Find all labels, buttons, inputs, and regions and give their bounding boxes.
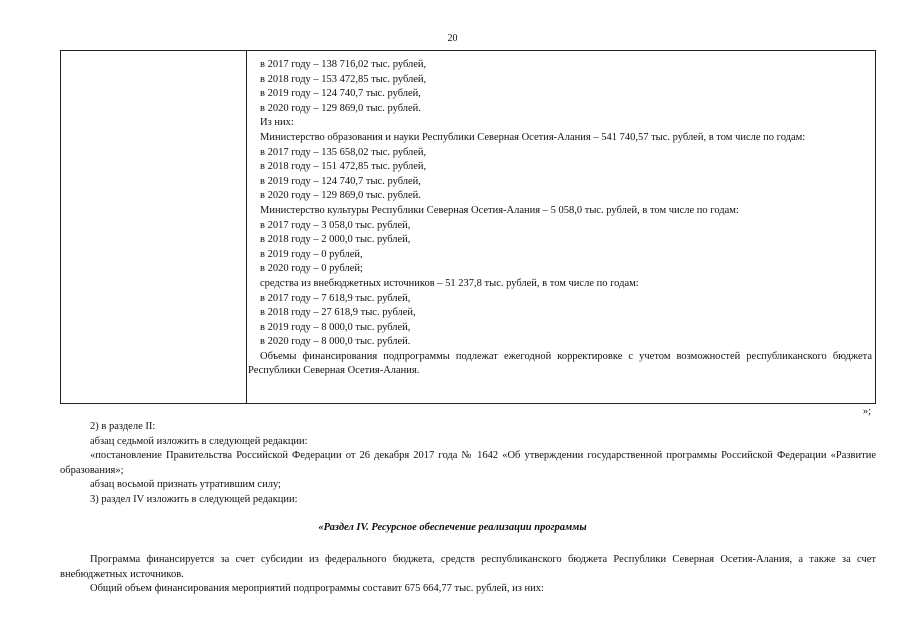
table-line: в 2018 году – 153 472,85 тыс. рублей, — [260, 73, 427, 85]
paragraph: Общий объем финансирования мероприятий подпрограммы составит 675 664,77 тыс. рублей, из них: — [90, 583, 544, 595]
table-line: Министерство культуры Республики Северная Осетия-Алания – 5 058,0 тыс. рублей, в том числе по годам: — [260, 204, 739, 216]
paragraph: 2) в разделе II: — [90, 421, 156, 432]
section-body — [60, 553, 876, 597]
table-line: в 2019 году – 124 740,7 тыс. рублей, — [260, 88, 421, 100]
table-line: Министерство образования и науки Республики Северная Осетия-Алания – 541 740,57 тыс. рублей, в том числе по годам: — [260, 131, 806, 143]
paragraph: 3) раздел IV изложить в следующей редакции: — [90, 493, 298, 505]
table-line: в 2020 году – 8 000,0 тыс. рублей. — [260, 336, 411, 348]
table-line: в 2017 году – 3 058,0 тыс. рублей, — [260, 219, 411, 231]
table-line: в 2019 году – 8 000,0 тыс. рублей, — [260, 321, 411, 333]
table-line: в 2017 году – 7 618,9 тыс. рублей, — [260, 292, 411, 304]
table-line: в 2019 году – 0 рублей, — [260, 248, 363, 260]
table-line: в 2017 году – 138 716,02 тыс. рублей, — [260, 59, 427, 70]
table-line: в 2017 году – 135 658,02 тыс. рублей, — [260, 146, 427, 158]
table-line: Объемы финансирования подпрограммы подлежат ежегодной корректировке с учетом возможностей республиканского бюджета Республики Северная Осетия-Алания. — [248, 350, 872, 377]
table-line: Из них: — [260, 117, 294, 129]
financing-table — [60, 50, 876, 404]
paragraph: Программа финансируется за счет субсидии из федерального бюджета, средств республиканского бюджета Республики Северная Осетия-Алания, а также за счет внебюджетных источников. — [60, 554, 876, 580]
table-line: в 2019 году – 124 740,7 тыс. рублей, — [260, 175, 421, 187]
table-line: в 2020 году – 129 869,0 тыс. рублей. — [260, 190, 421, 202]
table-line: в 2018 году – 151 472,85 тыс. рублей, — [260, 161, 427, 173]
table-line: в 2018 году – 2 000,0 тыс. рублей, — [260, 234, 411, 246]
table-line: средства из внебюджетных источников – 51 237,8 тыс. рублей, в том числе по годам: — [260, 277, 639, 289]
table-line: в 2020 году – 129 869,0 тыс. рублей. — [260, 102, 421, 114]
amendments-block — [60, 420, 876, 508]
table-line: в 2018 году – 27 618,9 тыс. рублей, — [260, 307, 416, 319]
paragraph: абзац седьмой изложить в следующей редакции: — [90, 435, 308, 447]
table-right-cell — [248, 58, 872, 379]
page-number: 20 — [447, 33, 458, 44]
table-left-cell — [61, 51, 247, 403]
section-heading: «Раздел IV. Ресурсное обеспечение реализации программы — [318, 522, 587, 533]
paragraph: «постановление Правительства Российской Федерации от 26 декабря 2017 года № 1642 «Об утверждении государственной программы Российской Федерации «Развитие образования»; — [60, 450, 876, 476]
table-line: в 2020 году – 0 рублей; — [260, 263, 363, 275]
paragraph: абзац восьмой признать утратившим силу; — [90, 479, 281, 491]
quote-end: »; — [862, 406, 871, 417]
